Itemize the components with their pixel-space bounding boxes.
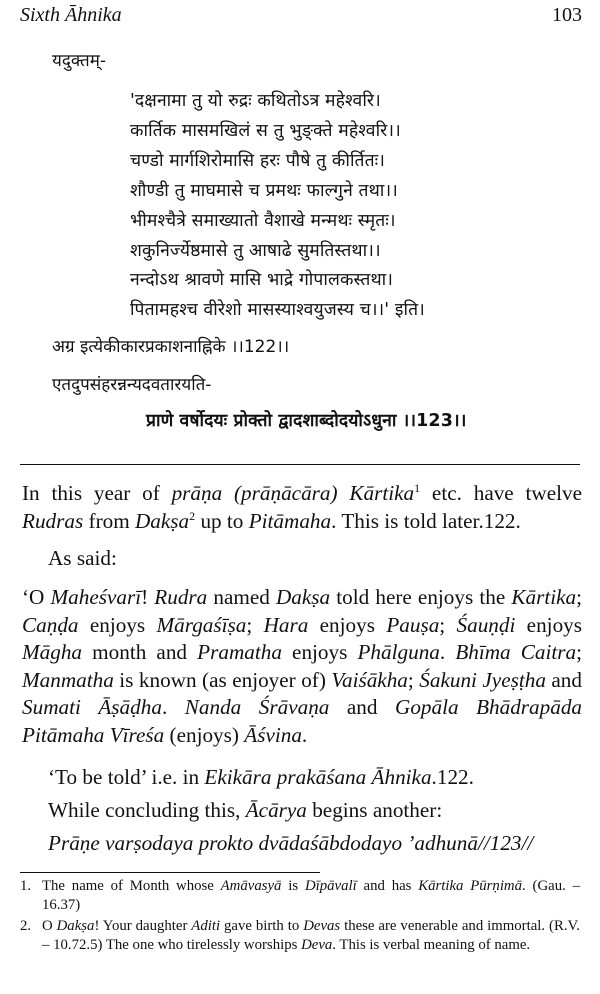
verse-line: भीमश्चैत्रे समाख्यातो वैशाखे मन्मथः स्मृतः। — [130, 211, 396, 231]
chapter-title: Sixth Āhnika — [20, 4, 122, 26]
english-paragraph-4: ‘To be told’ i.e. in Ekikāra prakāśana Āhnika.122. — [48, 765, 474, 789]
verse-line: शौण्डी तु माघमासे च प्रमथः फाल्गुने तथा।। — [130, 181, 398, 201]
footnote-number: 2. — [20, 918, 32, 934]
verse-line: नन्दोऽथ श्रावणे मासि भाद्रे गोपालकस्तथा। — [130, 270, 394, 290]
running-header — [20, 4, 582, 28]
page-number: 103 — [552, 4, 582, 26]
english-paragraph-3: ‘O Maheśvarī! Rudra named Dakṣa told here enjoys the Kārtika; Caṇḍa enjoys Mārgaśīṣa; Hara enjoys Pauṣa; Śauṇḍi enjoys Māgha month and Pramatha enjoys Phālguna. Bhīma Caitra; Manmatha is known (as enjoyer of) Vaiśākha; Śakuni Jyeṣṭha and Sumati Āṣāḍha. Nanda Śrāvaṇa and Gopāla Bhādrapāda Pitāmaha Vīreśa (enjoys) Āśvina. — [22, 585, 583, 747]
verse-line: कार्तिक मासमखिलं स तु भुङ्क्ते महेश्वरि।। — [130, 121, 401, 141]
sanskrit-intro: यदुक्तम्- — [52, 51, 106, 71]
footnote-2 — [20, 917, 580, 977]
sanskrit-line-122: अग्र इत्येकीकारप्रकाशनाह्निके ।।122।। — [52, 337, 290, 357]
sanskrit-line-next: एतदुपसंहरन्नन्यदवतारयति- — [52, 375, 212, 395]
footnote-number: 1. — [20, 878, 32, 894]
footnote-text: The name of Month whose Amāvasyā is Dīpāvalī and has Kārtika Pūrṇimā. (Gau. – 16.37) — [42, 878, 581, 913]
verse-line: 'दक्षनामा तु यो रुद्रः कथितोऽत्र महेश्वरि। — [130, 91, 381, 111]
english-paragraph-5: While concluding this, Ācārya begins another: — [48, 798, 443, 822]
verse-line: पितामहश्च वीरेशो मासस्याश्वयुजस्य च।।' इति। — [130, 300, 425, 320]
english-paragraph-2: As said: — [48, 546, 117, 570]
english-paragraph-6: Prāṇe varṣodaya prokto dvādaśābdodayo ’adhunā//123// — [48, 831, 534, 855]
verse-line: शकुनिर्ज्येष्ठमासे तु आषाढे सुमतिस्तथा।। — [130, 241, 381, 261]
footnote-text: O Dakṣa! Your daughter Aditi gave birth to Devas these are venerable and immortal. (R.V. – 10.72.5) The one who tirelessly worships Deva. This is verbal meaning of name. — [42, 918, 580, 953]
footnote-1 — [20, 877, 580, 915]
verse-line: चण्डो मार्गशिरोमासि हरः पौषे तु कीर्तितः। — [130, 151, 385, 171]
footnote-divider — [20, 872, 320, 873]
english-paragraph-1: In this year of prāṇa (prāṇācāra) Kārtika$^1$ etc. have twelve Rudras from Dakṣa$^2$ up to Pitāmaha. This is told later.122. — [22, 480, 582, 533]
sanskrit-line-123: प्राणे वर्षोदयः प्रोक्तो द्वादशाब्दोदयोऽधुना ।।123।। — [146, 411, 467, 431]
section-divider — [20, 464, 580, 465]
